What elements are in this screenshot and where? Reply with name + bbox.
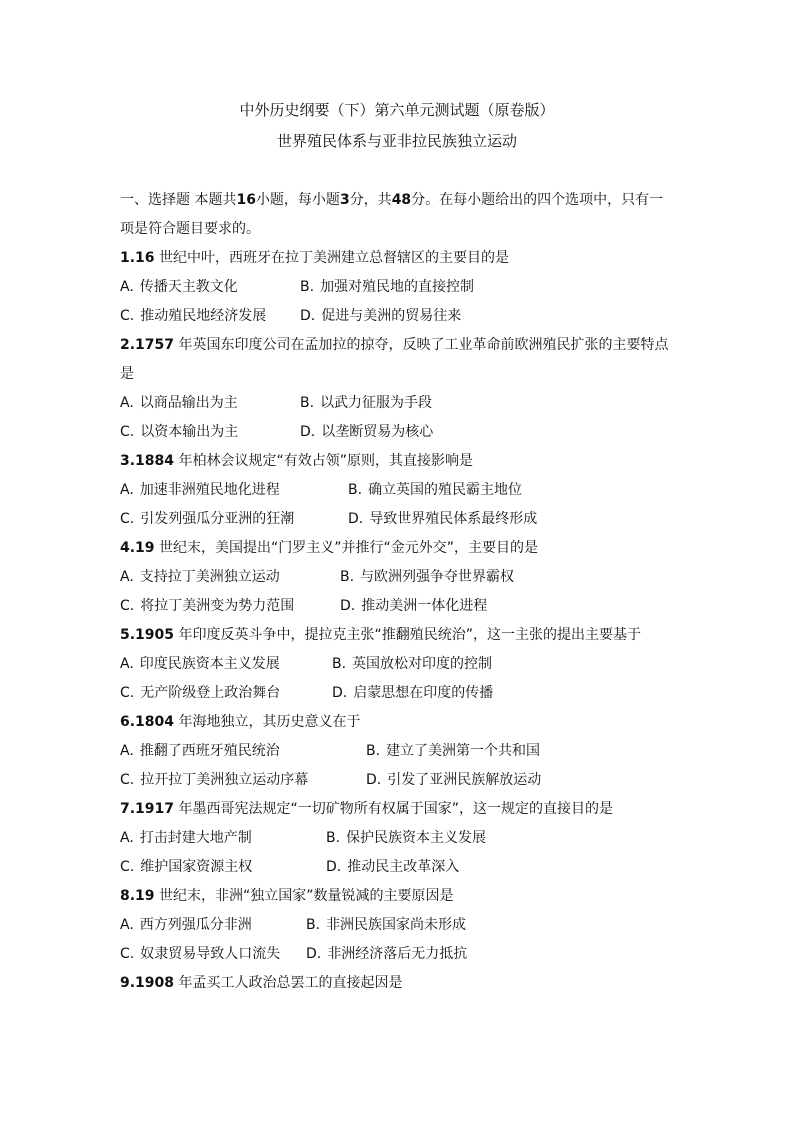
option-row	[120, 273, 676, 302]
option-text: 确立英国的殖民霸主地位	[368, 482, 523, 498]
option-a	[120, 911, 306, 940]
option-text: 英国放松对印度的控制	[352, 656, 493, 672]
option-row	[120, 302, 676, 331]
option-letter: C.	[120, 685, 135, 701]
question-number: 5.1905	[120, 627, 175, 643]
option-row	[120, 824, 676, 853]
option-b	[300, 273, 474, 302]
question-stem	[120, 244, 676, 273]
option-row	[120, 650, 676, 679]
option-letter: C.	[120, 308, 135, 324]
question-number: 9.1908	[120, 975, 175, 991]
option-row	[120, 592, 676, 621]
option-row	[120, 563, 676, 592]
question-item	[120, 882, 676, 969]
option-b	[340, 563, 514, 592]
option-letter: B.	[300, 279, 315, 295]
option-letter: C.	[120, 772, 135, 788]
question-text: 世纪末，非洲“独立国家”数量锐减的主要原因是	[154, 888, 454, 904]
option-a	[120, 389, 300, 418]
option-text: 促进与美洲的贸易往来	[321, 308, 462, 324]
option-letter: C.	[120, 598, 135, 614]
option-a	[120, 737, 366, 766]
option-letter: D.	[340, 598, 356, 614]
question-item	[120, 447, 676, 534]
option-row	[120, 853, 676, 882]
page-subtitle: 世界殖民体系与亚非拉民族独立运动	[276, 132, 517, 150]
option-row	[120, 737, 676, 766]
option-d	[340, 592, 487, 621]
option-text: 与欧洲列强争夺世界霸权	[360, 569, 515, 585]
option-row	[120, 911, 676, 940]
option-letter: D.	[366, 772, 382, 788]
question-stem	[120, 534, 676, 563]
option-letter: A.	[120, 917, 134, 933]
option-b	[332, 650, 492, 679]
question-stem	[120, 331, 676, 389]
option-letter: D.	[332, 685, 348, 701]
option-text: 以武力征服为手段	[320, 395, 433, 411]
exam-content	[120, 186, 676, 998]
option-letter: C.	[120, 424, 135, 440]
question-text: 年海地独立，其历史意义在于	[174, 714, 361, 730]
question-number: 4.19	[120, 540, 155, 556]
page-title: 中外历史纲要（下）第六单元测试题（原卷版）	[239, 101, 555, 119]
option-text: 以垄断贸易为核心	[321, 424, 434, 440]
option-row	[120, 418, 676, 447]
option-text: 推动美洲一体化进程	[361, 598, 488, 614]
option-letter: D.	[300, 424, 316, 440]
option-letter: B.	[300, 395, 315, 411]
option-text: 以资本输出为主	[140, 424, 239, 440]
section-prefix: 一、选择题	[120, 192, 190, 208]
option-b	[348, 476, 522, 505]
option-letter: B.	[332, 656, 347, 672]
option-text: 传播天主教文化	[139, 279, 238, 295]
option-text: 支持拉丁美洲独立运动	[139, 569, 280, 585]
option-letter: A.	[120, 395, 134, 411]
option-b	[366, 737, 540, 766]
points-each: 3	[339, 192, 350, 208]
question-item	[120, 534, 676, 621]
question-text: 年英国东印度公司在孟加拉的掠夺，反映了工业革命前欧洲殖民扩张的主要特点是	[120, 337, 669, 382]
option-d	[348, 505, 537, 534]
option-text: 推翻了西班牙殖民统治	[139, 743, 280, 759]
option-row	[120, 476, 676, 505]
option-c	[120, 505, 348, 534]
option-text: 非洲民族国家尚未形成	[326, 917, 467, 933]
option-a	[120, 563, 340, 592]
question-number: 7.1917	[120, 801, 175, 817]
option-row	[120, 940, 676, 969]
question-text: 年孟买工人政治总罢工的直接起因是	[174, 975, 403, 991]
question-item	[120, 708, 676, 795]
option-d	[306, 940, 467, 969]
option-letter: C.	[120, 511, 135, 527]
option-letter: D.	[300, 308, 316, 324]
option-text: 打击封建大地产制	[139, 830, 252, 846]
option-letter: A.	[120, 830, 134, 846]
question-text: 年印度反英斗争中，提拉克主张“推翻殖民统治”，这一主张的提出主要基于	[174, 627, 641, 643]
option-d	[326, 853, 459, 882]
total-points: 48	[391, 192, 412, 208]
option-c	[120, 766, 366, 795]
option-letter: D.	[306, 946, 322, 962]
question-stem	[120, 447, 676, 476]
option-d	[332, 679, 493, 708]
option-letter: A.	[120, 569, 134, 585]
option-c	[120, 940, 306, 969]
option-b	[326, 824, 486, 853]
option-row	[120, 505, 676, 534]
question-count: 16	[236, 192, 256, 208]
question-item	[120, 331, 676, 447]
option-text: 引发了亚洲民族解放运动	[387, 772, 542, 788]
question-list	[120, 244, 676, 998]
question-stem	[120, 795, 676, 824]
option-text: 维护国家资源主权	[140, 859, 253, 875]
question-text: 世纪中叶，西班牙在拉丁美洲建立总督辖区的主要目的是	[154, 250, 509, 266]
option-letter: C.	[120, 946, 135, 962]
option-text: 导致世界殖民体系最终形成	[369, 511, 538, 527]
option-letter: A.	[120, 743, 134, 759]
option-text: 奴隶贸易导致人口流失	[140, 946, 281, 962]
option-b	[300, 389, 432, 418]
option-text: 将拉丁美洲变为势力范围	[140, 598, 295, 614]
option-row	[120, 679, 676, 708]
option-letter: A.	[120, 656, 134, 672]
option-c	[120, 418, 300, 447]
option-c	[120, 853, 326, 882]
question-item	[120, 244, 676, 331]
option-a	[120, 476, 348, 505]
option-text: 无产阶级登上政治舞台	[140, 685, 281, 701]
option-letter: A.	[120, 279, 134, 295]
option-text: 建立了美洲第一个共和国	[386, 743, 541, 759]
option-text: 印度民族资本主义发展	[139, 656, 280, 672]
option-c	[120, 679, 332, 708]
question-item	[120, 795, 676, 882]
option-row	[120, 766, 676, 795]
option-letter: B.	[348, 482, 363, 498]
question-stem	[120, 708, 676, 737]
option-letter: B.	[306, 917, 321, 933]
question-stem	[120, 621, 676, 650]
question-stem	[120, 969, 676, 998]
option-text: 非洲经济落后无力抵抗	[327, 946, 468, 962]
option-a	[120, 824, 326, 853]
question-text: 年柏林会议规定“有效占领”原则，其直接影响是	[174, 453, 473, 469]
option-text: 引发列强瓜分亚洲的狂潮	[140, 511, 295, 527]
option-letter: B.	[340, 569, 355, 585]
question-number: 8.19	[120, 888, 155, 904]
question-stem	[120, 882, 676, 911]
option-text: 加速非洲殖民地化进程	[139, 482, 280, 498]
question-text: 年墨西哥宪法规定“一切矿物所有权属于国家”，这一规定的直接目的是	[174, 801, 613, 817]
option-text: 启蒙思想在印度的传播	[353, 685, 494, 701]
question-item	[120, 621, 676, 708]
option-letter: B.	[326, 830, 341, 846]
option-text: 推动殖民地经济发展	[140, 308, 267, 324]
option-letter: A.	[120, 482, 134, 498]
option-d	[300, 302, 461, 331]
question-number: 3.1884	[120, 453, 175, 469]
option-d	[300, 418, 433, 447]
section-instructions: 一、选择题 本题共16小题，每小题3分，共48分。在每小题给出的四个选项中，只有一项是符合题目要求的。	[120, 192, 664, 237]
option-a	[120, 273, 300, 302]
option-text: 加强对殖民地的直接控制	[320, 279, 475, 295]
option-text: 以商品输出为主	[139, 395, 238, 411]
option-letter: B.	[366, 743, 381, 759]
option-text: 保护民族资本主义发展	[346, 830, 487, 846]
option-letter: D.	[348, 511, 364, 527]
option-b	[306, 911, 466, 940]
option-row	[120, 389, 676, 418]
option-d	[366, 766, 541, 795]
question-item	[120, 969, 676, 998]
option-letter: D.	[326, 859, 342, 875]
option-text: 拉开拉丁美洲独立运动序幕	[140, 772, 309, 788]
option-letter: C.	[120, 859, 135, 875]
question-number: 2.1757	[120, 337, 175, 353]
question-text: 世纪末，美国提出“门罗主义”并推行“金元外交”，主要目的是	[154, 540, 539, 556]
question-number: 1.16	[120, 250, 155, 266]
question-number: 6.1804	[120, 714, 175, 730]
option-c	[120, 302, 300, 331]
option-a	[120, 650, 332, 679]
option-text: 推动民主改革深入	[347, 859, 460, 875]
option-text: 西方列强瓜分非洲	[139, 917, 252, 933]
option-c	[120, 592, 340, 621]
